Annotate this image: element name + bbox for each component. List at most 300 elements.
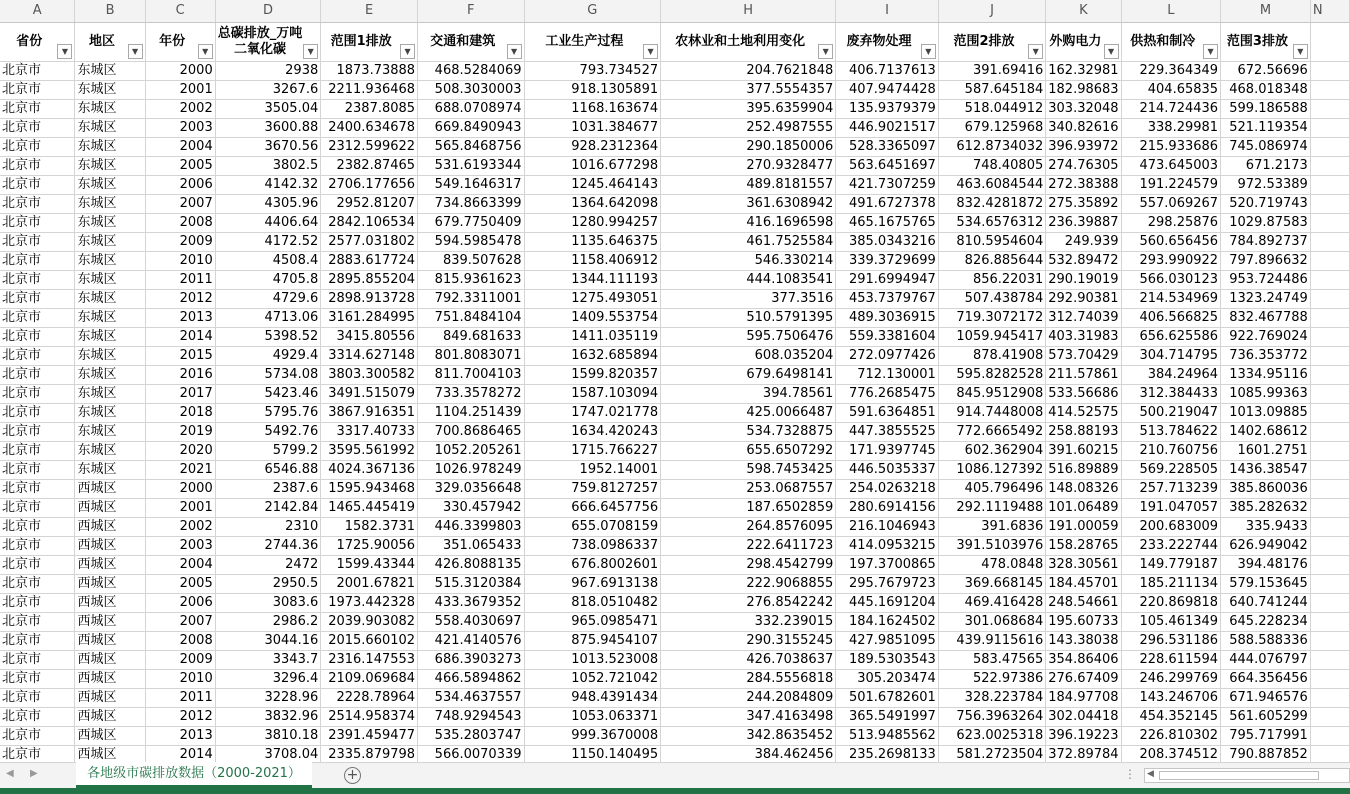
data-cell[interactable]: 105.461349 bbox=[1121, 612, 1221, 631]
data-cell[interactable]: 北京市 bbox=[0, 80, 75, 99]
data-cell[interactable]: 534.6576312 bbox=[938, 213, 1045, 232]
data-cell[interactable]: 1052.721042 bbox=[524, 669, 661, 688]
data-cell[interactable]: 1436.38547 bbox=[1221, 460, 1311, 479]
more-icon[interactable]: ⋮ bbox=[1124, 767, 1136, 781]
data-cell[interactable]: 811.7004103 bbox=[418, 365, 524, 384]
data-cell[interactable]: 143.38038 bbox=[1046, 631, 1121, 650]
data-cell[interactable]: 463.6084544 bbox=[938, 175, 1045, 194]
data-cell[interactable]: 北京市 bbox=[0, 175, 75, 194]
data-cell[interactable]: 301.068684 bbox=[938, 612, 1045, 631]
data-cell[interactable]: 北京市 bbox=[0, 156, 75, 175]
data-cell[interactable]: 200.683009 bbox=[1121, 517, 1221, 536]
data-cell[interactable]: 215.933686 bbox=[1121, 137, 1221, 156]
data-cell[interactable]: 东城区 bbox=[75, 327, 145, 346]
data-cell[interactable]: 1747.021778 bbox=[524, 403, 661, 422]
data-cell[interactable]: 2004 bbox=[145, 555, 215, 574]
table-row[interactable] bbox=[0, 175, 1350, 194]
data-cell[interactable]: 3314.627148 bbox=[321, 346, 418, 365]
data-cell[interactable]: 2950.5 bbox=[215, 574, 321, 593]
data-cell[interactable]: 332.239015 bbox=[661, 612, 836, 631]
data-cell[interactable]: 2002 bbox=[145, 517, 215, 536]
data-cell[interactable]: 284.5556818 bbox=[661, 669, 836, 688]
data-cell[interactable]: 563.6451697 bbox=[836, 156, 939, 175]
horizontal-scrollbar[interactable] bbox=[1144, 768, 1350, 783]
table-row[interactable] bbox=[0, 137, 1350, 156]
data-cell[interactable]: 528.3365097 bbox=[836, 137, 939, 156]
empty-cell[interactable] bbox=[1310, 232, 1349, 251]
data-cell[interactable]: 672.56696 bbox=[1221, 61, 1311, 80]
empty-cell[interactable] bbox=[1310, 118, 1349, 137]
data-cell[interactable]: 北京市 bbox=[0, 612, 75, 631]
filter-dropdown-icon[interactable]: ▼ bbox=[1104, 44, 1119, 59]
data-cell[interactable]: 444.076797 bbox=[1221, 650, 1311, 669]
data-cell[interactable]: 222.9068855 bbox=[661, 574, 836, 593]
data-cell[interactable]: 东城区 bbox=[75, 194, 145, 213]
data-cell[interactable]: 西城区 bbox=[75, 707, 145, 726]
empty-cell[interactable] bbox=[1310, 707, 1349, 726]
data-cell[interactable]: 579.153645 bbox=[1221, 574, 1311, 593]
data-cell[interactable]: 533.56686 bbox=[1046, 384, 1121, 403]
data-cell[interactable]: 210.760756 bbox=[1121, 441, 1221, 460]
data-cell[interactable]: 244.2084809 bbox=[661, 688, 836, 707]
data-cell[interactable]: 2883.617724 bbox=[321, 251, 418, 270]
data-cell[interactable]: 东城区 bbox=[75, 270, 145, 289]
empty-cell[interactable] bbox=[1310, 99, 1349, 118]
data-cell[interactable]: 东城区 bbox=[75, 61, 145, 80]
empty-cell[interactable] bbox=[1310, 403, 1349, 422]
data-cell[interactable]: 2010 bbox=[145, 251, 215, 270]
table-row[interactable] bbox=[0, 517, 1350, 536]
data-cell[interactable]: 西城区 bbox=[75, 574, 145, 593]
data-cell[interactable]: 561.605299 bbox=[1221, 707, 1311, 726]
data-cell[interactable]: 4172.52 bbox=[215, 232, 321, 251]
data-cell[interactable]: 588.588336 bbox=[1221, 631, 1311, 650]
data-cell[interactable]: 521.119354 bbox=[1221, 118, 1311, 137]
empty-cell[interactable] bbox=[1310, 498, 1349, 517]
data-cell[interactable]: 2008 bbox=[145, 213, 215, 232]
data-cell[interactable]: 北京市 bbox=[0, 365, 75, 384]
table-row[interactable] bbox=[0, 593, 1350, 612]
data-cell[interactable]: 671.946576 bbox=[1221, 688, 1311, 707]
empty-cell[interactable] bbox=[1310, 346, 1349, 365]
data-cell[interactable]: 214.724436 bbox=[1121, 99, 1221, 118]
data-cell[interactable]: 158.28765 bbox=[1046, 536, 1121, 555]
data-cell[interactable]: 469.416428 bbox=[938, 593, 1045, 612]
data-cell[interactable]: 1725.90056 bbox=[321, 536, 418, 555]
filter-dropdown-icon[interactable]: ▼ bbox=[921, 44, 936, 59]
data-cell[interactable]: 790.887852 bbox=[1221, 745, 1311, 762]
data-cell[interactable]: 666.6457756 bbox=[524, 498, 661, 517]
data-cell[interactable]: 849.681633 bbox=[418, 327, 524, 346]
data-cell[interactable]: 810.5954604 bbox=[938, 232, 1045, 251]
data-cell[interactable]: 1601.2751 bbox=[1221, 441, 1311, 460]
data-cell[interactable]: 679.7750409 bbox=[418, 213, 524, 232]
data-cell[interactable]: 3600.88 bbox=[215, 118, 321, 137]
data-cell[interactable]: 640.741244 bbox=[1221, 593, 1311, 612]
data-cell[interactable]: 东城区 bbox=[75, 99, 145, 118]
empty-cell[interactable] bbox=[1310, 308, 1349, 327]
data-cell[interactable]: 东城区 bbox=[75, 118, 145, 137]
data-cell[interactable]: 426.8088135 bbox=[418, 555, 524, 574]
empty-cell[interactable] bbox=[1310, 745, 1349, 762]
data-cell[interactable]: 2000 bbox=[145, 479, 215, 498]
data-cell[interactable]: 184.1624502 bbox=[836, 612, 939, 631]
data-cell[interactable]: 534.4637557 bbox=[418, 688, 524, 707]
data-cell[interactable]: 2003 bbox=[145, 536, 215, 555]
data-cell[interactable]: 446.3399803 bbox=[418, 517, 524, 536]
data-cell[interactable]: 1873.73888 bbox=[321, 61, 418, 80]
table-row[interactable] bbox=[0, 346, 1350, 365]
data-cell[interactable]: 北京市 bbox=[0, 517, 75, 536]
data-cell[interactable]: 305.203474 bbox=[836, 669, 939, 688]
data-cell[interactable]: 西城区 bbox=[75, 612, 145, 631]
data-cell[interactable]: 228.611594 bbox=[1121, 650, 1221, 669]
data-cell[interactable]: 北京市 bbox=[0, 346, 75, 365]
data-cell[interactable]: 2011 bbox=[145, 270, 215, 289]
data-cell[interactable]: 3491.515079 bbox=[321, 384, 418, 403]
data-cell[interactable]: 733.3578272 bbox=[418, 384, 524, 403]
table-row[interactable] bbox=[0, 745, 1350, 762]
data-cell[interactable]: 826.885644 bbox=[938, 251, 1045, 270]
data-cell[interactable]: 275.35892 bbox=[1046, 194, 1121, 213]
filter-dropdown-icon[interactable]: ▼ bbox=[507, 44, 522, 59]
data-cell[interactable]: 759.8127257 bbox=[524, 479, 661, 498]
column-letter-g[interactable]: G bbox=[524, 0, 661, 22]
data-cell[interactable]: 1031.384677 bbox=[524, 118, 661, 137]
data-cell[interactable]: 385.860036 bbox=[1221, 479, 1311, 498]
data-cell[interactable]: 276.8542242 bbox=[661, 593, 836, 612]
column-letter-e[interactable]: E bbox=[321, 0, 418, 22]
data-cell[interactable]: 815.9361623 bbox=[418, 270, 524, 289]
data-cell[interactable]: 914.7448008 bbox=[938, 403, 1045, 422]
column-letter-m[interactable]: M bbox=[1221, 0, 1311, 22]
empty-cell[interactable] bbox=[1310, 612, 1349, 631]
header-cell[interactable] bbox=[661, 22, 836, 61]
data-cell[interactable]: 236.39887 bbox=[1046, 213, 1121, 232]
prev-sheet-icon[interactable]: ◀ bbox=[6, 768, 14, 779]
data-cell[interactable]: 北京市 bbox=[0, 61, 75, 80]
data-cell[interactable]: 686.3903273 bbox=[418, 650, 524, 669]
column-letter-b[interactable]: B bbox=[75, 0, 145, 22]
data-cell[interactable]: 1599.43344 bbox=[321, 555, 418, 574]
data-cell[interactable]: 229.364349 bbox=[1121, 61, 1221, 80]
data-cell[interactable]: 2391.459477 bbox=[321, 726, 418, 745]
data-cell[interactable]: 3228.96 bbox=[215, 688, 321, 707]
data-cell[interactable]: 253.0687557 bbox=[661, 479, 836, 498]
data-cell[interactable]: 549.1646317 bbox=[418, 175, 524, 194]
data-cell[interactable]: 2019 bbox=[145, 422, 215, 441]
data-cell[interactable]: 878.41908 bbox=[938, 346, 1045, 365]
data-cell[interactable]: 312.74039 bbox=[1046, 308, 1121, 327]
empty-cell[interactable] bbox=[1310, 669, 1349, 688]
data-cell[interactable]: 679.6498141 bbox=[661, 365, 836, 384]
column-letter-k[interactable]: K bbox=[1046, 0, 1121, 22]
data-cell[interactable]: 748.9294543 bbox=[418, 707, 524, 726]
data-cell[interactable]: 454.352145 bbox=[1121, 707, 1221, 726]
empty-cell[interactable] bbox=[1310, 289, 1349, 308]
data-cell[interactable]: 162.32981 bbox=[1046, 61, 1121, 80]
data-cell[interactable]: 北京市 bbox=[0, 137, 75, 156]
data-cell[interactable]: 594.5985478 bbox=[418, 232, 524, 251]
data-cell[interactable]: 5734.08 bbox=[215, 365, 321, 384]
data-cell[interactable]: 391.6836 bbox=[938, 517, 1045, 536]
data-cell[interactable]: 2387.6 bbox=[215, 479, 321, 498]
data-cell[interactable]: 276.67409 bbox=[1046, 669, 1121, 688]
data-cell[interactable]: 403.31983 bbox=[1046, 327, 1121, 346]
data-cell[interactable]: 208.374512 bbox=[1121, 745, 1221, 762]
table-row[interactable] bbox=[0, 403, 1350, 422]
data-cell[interactable]: 425.0066487 bbox=[661, 403, 836, 422]
data-cell[interactable]: 3343.7 bbox=[215, 650, 321, 669]
data-cell[interactable]: 东城区 bbox=[75, 384, 145, 403]
data-cell[interactable]: 北京市 bbox=[0, 669, 75, 688]
data-cell[interactable]: 3415.80556 bbox=[321, 327, 418, 346]
data-cell[interactable]: 845.9512908 bbox=[938, 384, 1045, 403]
data-cell[interactable]: 2514.958374 bbox=[321, 707, 418, 726]
data-cell[interactable]: 522.97386 bbox=[938, 669, 1045, 688]
data-cell[interactable]: 4729.6 bbox=[215, 289, 321, 308]
table-row[interactable] bbox=[0, 232, 1350, 251]
data-cell[interactable]: 5799.2 bbox=[215, 441, 321, 460]
data-cell[interactable]: 406.7137613 bbox=[836, 61, 939, 80]
data-cell[interactable]: 406.566825 bbox=[1121, 308, 1221, 327]
data-cell[interactable]: 257.713239 bbox=[1121, 479, 1221, 498]
column-letter-f[interactable]: F bbox=[418, 0, 524, 22]
filter-dropdown-icon[interactable]: ▼ bbox=[1028, 44, 1043, 59]
data-cell[interactable]: 534.7328875 bbox=[661, 422, 836, 441]
data-cell[interactable]: 1280.994257 bbox=[524, 213, 661, 232]
header-cell[interactable] bbox=[215, 22, 321, 61]
data-cell[interactable]: 565.8468756 bbox=[418, 137, 524, 156]
data-cell[interactable]: 280.6914156 bbox=[836, 498, 939, 517]
data-cell[interactable]: 347.4163498 bbox=[661, 707, 836, 726]
filter-dropdown-icon[interactable]: ▼ bbox=[1293, 44, 1308, 59]
data-cell[interactable]: 东城区 bbox=[75, 441, 145, 460]
data-cell[interactable]: 491.6727378 bbox=[836, 194, 939, 213]
data-cell[interactable]: 339.3729699 bbox=[836, 251, 939, 270]
data-cell[interactable]: 453.7379767 bbox=[836, 289, 939, 308]
data-cell[interactable]: 149.779187 bbox=[1121, 555, 1221, 574]
header-cell[interactable] bbox=[1046, 22, 1121, 61]
data-cell[interactable]: 335.9433 bbox=[1221, 517, 1311, 536]
data-cell[interactable]: 2039.903082 bbox=[321, 612, 418, 631]
data-cell[interactable]: 421.7307259 bbox=[836, 175, 939, 194]
data-cell[interactable]: 516.89889 bbox=[1046, 460, 1121, 479]
data-cell[interactable]: 303.32048 bbox=[1046, 99, 1121, 118]
data-cell[interactable]: 587.645184 bbox=[938, 80, 1045, 99]
data-cell[interactable]: 1053.063371 bbox=[524, 707, 661, 726]
table-row[interactable] bbox=[0, 251, 1350, 270]
data-cell[interactable]: 3161.284995 bbox=[321, 308, 418, 327]
data-cell[interactable]: 2010 bbox=[145, 669, 215, 688]
data-cell[interactable]: 北京市 bbox=[0, 403, 75, 422]
table-row[interactable] bbox=[0, 612, 1350, 631]
data-cell[interactable]: 818.0510482 bbox=[524, 593, 661, 612]
data-cell[interactable]: 216.1046943 bbox=[836, 517, 939, 536]
empty-cell[interactable] bbox=[1310, 536, 1349, 555]
filter-dropdown-icon[interactable]: ▼ bbox=[303, 44, 318, 59]
data-cell[interactable]: 385.282632 bbox=[1221, 498, 1311, 517]
data-cell[interactable]: 北京市 bbox=[0, 593, 75, 612]
data-cell[interactable]: 290.1850006 bbox=[661, 137, 836, 156]
data-cell[interactable]: 3595.561992 bbox=[321, 441, 418, 460]
data-cell[interactable]: 2312.599622 bbox=[321, 137, 418, 156]
data-cell[interactable]: 478.0848 bbox=[938, 555, 1045, 574]
data-cell[interactable]: 北京市 bbox=[0, 289, 75, 308]
data-cell[interactable]: 184.97708 bbox=[1046, 688, 1121, 707]
data-cell[interactable]: 西城区 bbox=[75, 631, 145, 650]
data-cell[interactable]: 西城区 bbox=[75, 726, 145, 745]
data-cell[interactable]: 573.70429 bbox=[1046, 346, 1121, 365]
data-cell[interactable]: 566.030123 bbox=[1121, 270, 1221, 289]
data-cell[interactable]: 591.6364851 bbox=[836, 403, 939, 422]
data-cell[interactable]: 248.54661 bbox=[1046, 593, 1121, 612]
data-cell[interactable]: 290.19019 bbox=[1046, 270, 1121, 289]
data-cell[interactable]: 965.0985471 bbox=[524, 612, 661, 631]
table-row[interactable] bbox=[0, 384, 1350, 403]
data-cell[interactable]: 776.2685475 bbox=[836, 384, 939, 403]
data-cell[interactable]: 2021 bbox=[145, 460, 215, 479]
data-cell[interactable]: 1334.95116 bbox=[1221, 365, 1311, 384]
data-cell[interactable]: 2009 bbox=[145, 232, 215, 251]
data-cell[interactable]: 2142.84 bbox=[215, 498, 321, 517]
data-cell[interactable]: 948.4391434 bbox=[524, 688, 661, 707]
data-cell[interactable]: 2986.2 bbox=[215, 612, 321, 631]
data-cell[interactable]: 3317.40733 bbox=[321, 422, 418, 441]
data-cell[interactable]: 2744.36 bbox=[215, 536, 321, 555]
data-cell[interactable]: 2012 bbox=[145, 707, 215, 726]
table-row[interactable] bbox=[0, 441, 1350, 460]
data-cell[interactable]: 2310 bbox=[215, 517, 321, 536]
data-cell[interactable]: 2014 bbox=[145, 327, 215, 346]
header-cell[interactable] bbox=[75, 22, 145, 61]
data-cell[interactable]: 416.1696598 bbox=[661, 213, 836, 232]
data-cell[interactable]: 515.3120384 bbox=[418, 574, 524, 593]
data-cell[interactable]: 342.8635452 bbox=[661, 726, 836, 745]
data-cell[interactable]: 北京市 bbox=[0, 232, 75, 251]
data-cell[interactable]: 2007 bbox=[145, 194, 215, 213]
data-cell[interactable]: 535.2803747 bbox=[418, 726, 524, 745]
data-cell[interactable]: 312.384433 bbox=[1121, 384, 1221, 403]
empty-cell[interactable] bbox=[1310, 175, 1349, 194]
filter-dropdown-icon[interactable]: ▼ bbox=[818, 44, 833, 59]
data-cell[interactable]: 797.896632 bbox=[1221, 251, 1311, 270]
header-cell[interactable] bbox=[1221, 22, 1311, 61]
data-cell[interactable]: 427.9851095 bbox=[836, 631, 939, 650]
data-cell[interactable]: 365.5491997 bbox=[836, 707, 939, 726]
scroll-left-icon[interactable]: ◀ bbox=[1147, 769, 1154, 779]
data-cell[interactable]: 560.656456 bbox=[1121, 232, 1221, 251]
data-cell[interactable]: 328.223784 bbox=[938, 688, 1045, 707]
data-cell[interactable]: 西城区 bbox=[75, 479, 145, 498]
data-cell[interactable]: 4705.8 bbox=[215, 270, 321, 289]
data-cell[interactable]: 187.6502859 bbox=[661, 498, 836, 517]
data-cell[interactable]: 500.219047 bbox=[1121, 403, 1221, 422]
data-cell[interactable]: 1634.420243 bbox=[524, 422, 661, 441]
data-cell[interactable]: 1973.442328 bbox=[321, 593, 418, 612]
data-cell[interactable]: 569.228505 bbox=[1121, 460, 1221, 479]
data-cell[interactable]: 518.044912 bbox=[938, 99, 1045, 118]
data-cell[interactable]: 4142.32 bbox=[215, 175, 321, 194]
data-cell[interactable]: 1016.677298 bbox=[524, 156, 661, 175]
data-cell[interactable]: 2335.879798 bbox=[321, 745, 418, 762]
data-cell[interactable]: 1411.035119 bbox=[524, 327, 661, 346]
data-cell[interactable]: 2382.87465 bbox=[321, 156, 418, 175]
data-cell[interactable]: 734.8663399 bbox=[418, 194, 524, 213]
column-header-row[interactable] bbox=[0, 0, 1350, 22]
data-cell[interactable]: 671.2173 bbox=[1221, 156, 1311, 175]
data-cell[interactable]: 1052.205261 bbox=[418, 441, 524, 460]
data-cell[interactable]: 839.507628 bbox=[418, 251, 524, 270]
data-cell[interactable]: 东城区 bbox=[75, 80, 145, 99]
data-cell[interactable]: 西城区 bbox=[75, 517, 145, 536]
data-cell[interactable]: 2898.913728 bbox=[321, 289, 418, 308]
table-row[interactable] bbox=[0, 213, 1350, 232]
data-cell[interactable]: 264.8576095 bbox=[661, 517, 836, 536]
data-cell[interactable]: 2005 bbox=[145, 156, 215, 175]
data-cell[interactable]: 391.60215 bbox=[1046, 441, 1121, 460]
data-cell[interactable]: 197.3700865 bbox=[836, 555, 939, 574]
data-cell[interactable]: 340.82616 bbox=[1046, 118, 1121, 137]
data-cell[interactable]: 513.784622 bbox=[1121, 422, 1221, 441]
data-cell[interactable]: 3044.16 bbox=[215, 631, 321, 650]
data-cell[interactable]: 501.6782601 bbox=[836, 688, 939, 707]
scrollbar-thumb[interactable] bbox=[1159, 771, 1319, 780]
data-cell[interactable]: 北京市 bbox=[0, 745, 75, 762]
data-cell[interactable]: 391.69416 bbox=[938, 61, 1045, 80]
data-cell[interactable]: 4713.06 bbox=[215, 308, 321, 327]
data-cell[interactable]: 468.5284069 bbox=[418, 61, 524, 80]
empty-cell[interactable] bbox=[1310, 80, 1349, 99]
table-row[interactable] bbox=[0, 270, 1350, 289]
data-cell[interactable]: 北京市 bbox=[0, 460, 75, 479]
data-cell[interactable]: 679.125968 bbox=[938, 118, 1045, 137]
table-row[interactable] bbox=[0, 669, 1350, 688]
filter-dropdown-icon[interactable]: ▼ bbox=[643, 44, 658, 59]
data-cell[interactable]: 246.299769 bbox=[1121, 669, 1221, 688]
data-cell[interactable]: 西城区 bbox=[75, 498, 145, 517]
data-cell[interactable]: 832.4281872 bbox=[938, 194, 1045, 213]
empty-cell[interactable] bbox=[1310, 555, 1349, 574]
data-cell[interactable]: 558.4030697 bbox=[418, 612, 524, 631]
data-cell[interactable]: 3083.6 bbox=[215, 593, 321, 612]
data-cell[interactable]: 832.467788 bbox=[1221, 308, 1311, 327]
data-cell[interactable]: 404.65835 bbox=[1121, 80, 1221, 99]
data-cell[interactable]: 1275.493051 bbox=[524, 289, 661, 308]
table-row[interactable] bbox=[0, 194, 1350, 213]
data-cell[interactable]: 3802.5 bbox=[215, 156, 321, 175]
data-cell[interactable]: 2015.660102 bbox=[321, 631, 418, 650]
data-cell[interactable]: 北京市 bbox=[0, 384, 75, 403]
data-cell[interactable]: 338.29981 bbox=[1121, 118, 1221, 137]
data-cell[interactable]: 1364.642098 bbox=[524, 194, 661, 213]
empty-cell[interactable] bbox=[1310, 574, 1349, 593]
data-cell[interactable]: 1135.646375 bbox=[524, 232, 661, 251]
data-cell[interactable]: 394.48176 bbox=[1221, 555, 1311, 574]
data-cell[interactable]: 461.7525584 bbox=[661, 232, 836, 251]
column-letter-a[interactable]: A bbox=[0, 0, 75, 22]
data-cell[interactable]: 967.6913138 bbox=[524, 574, 661, 593]
empty-cell[interactable] bbox=[1310, 422, 1349, 441]
data-cell[interactable]: 532.89472 bbox=[1046, 251, 1121, 270]
data-cell[interactable]: 西城区 bbox=[75, 650, 145, 669]
data-cell[interactable]: 3708.04 bbox=[215, 745, 321, 762]
data-cell[interactable]: 2011 bbox=[145, 688, 215, 707]
data-cell[interactable]: 361.6308942 bbox=[661, 194, 836, 213]
data-cell[interactable]: 2895.855204 bbox=[321, 270, 418, 289]
data-cell[interactable]: 171.9397745 bbox=[836, 441, 939, 460]
header-cell[interactable] bbox=[938, 22, 1045, 61]
